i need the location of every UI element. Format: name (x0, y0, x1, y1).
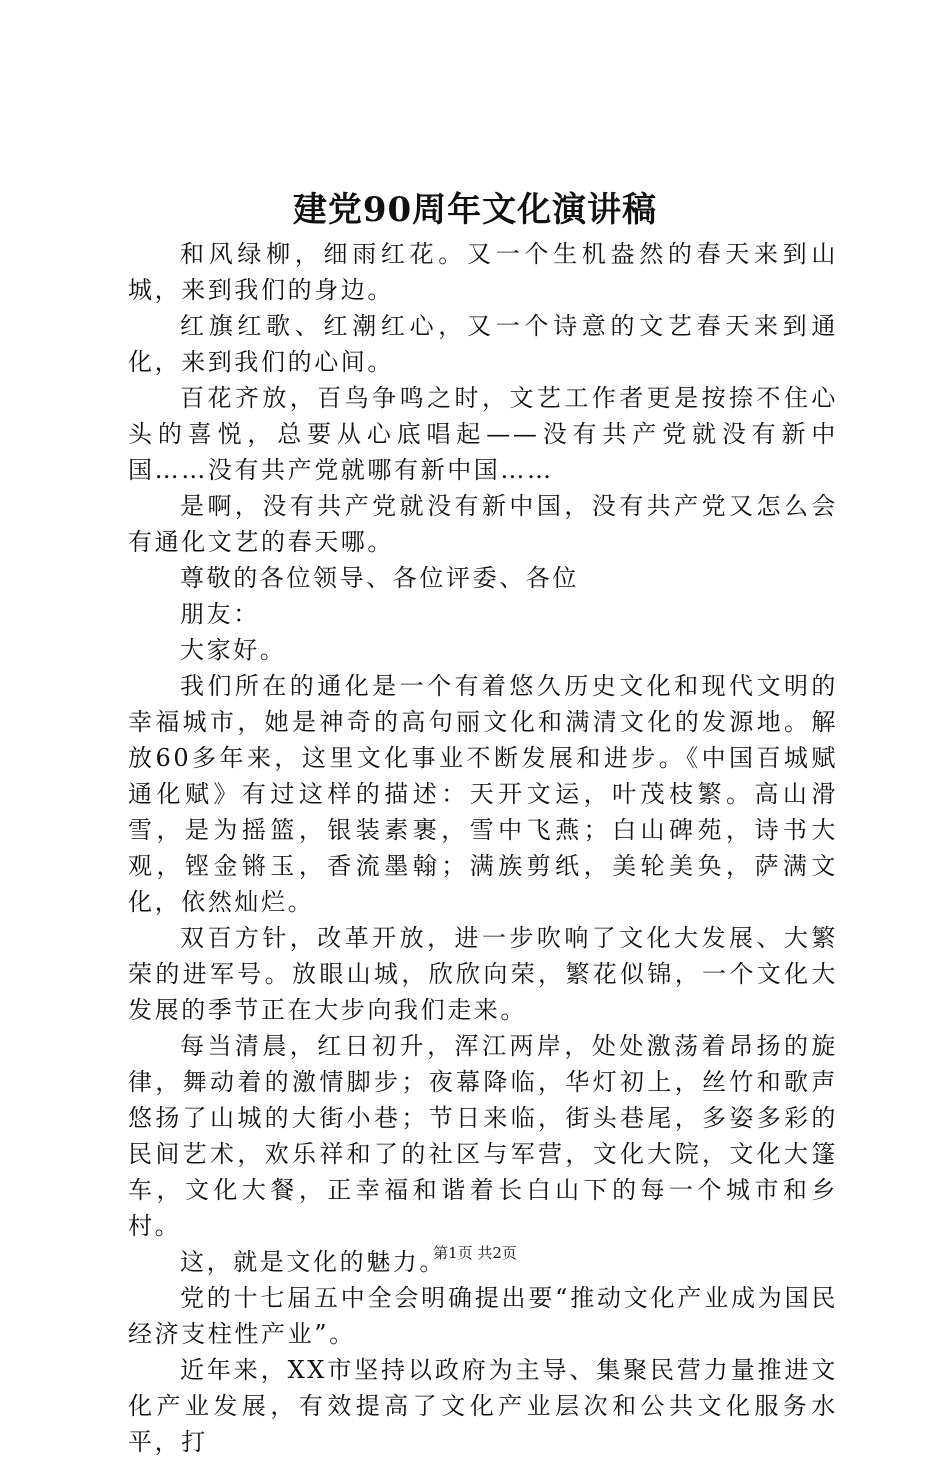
document-body (128, 236, 838, 1460)
document-title: 建党90周年文化演讲稿 (292, 190, 658, 230)
paragraph: 和风绿柳，细雨红花。又一个生机盎然的春天来到山城，来到我们的身边。 (128, 240, 838, 304)
page-footer: 第1页 共2页 (433, 1244, 517, 1262)
paragraph: 是啊，没有共产党就没有新中国，没有共产党又怎么会有通化文艺的春天哪。 (128, 492, 838, 556)
paragraph: 每当清晨，红日初升，浑江两岸，处处激荡着昂扬的旋律，舞动着的激情脚步；夜幕降临，华灯初上，丝竹和歌声悠扬了山城的大街小巷；节日来临，街头巷尾，多姿多彩的民间艺术，欢乐祥和了的社区与军营，文化大院，文化大篷车，文化大餐，正幸福和谐着长白山下的每一个城市和乡村。 (128, 1032, 838, 1240)
paragraph: 这，就是文化的魅力。 (180, 1248, 446, 1276)
paragraph: 尊敬的各位领导、各位评委、各位 (180, 564, 579, 592)
paragraph: 大家好。 (180, 636, 287, 664)
paragraph: 朋友： (180, 600, 260, 628)
paragraph: 红旗红歌、红潮红心，又一个诗意的文艺春天来到通化，来到我们的心间。 (128, 312, 838, 376)
paragraph: 百花齐放，百鸟争鸣之时，文艺工作者更是按捺不住心头的喜悦，总要从心底唱起——没有共产党就没有新中国……没有共产党就哪有新中国…… (128, 384, 838, 484)
paragraph: 双百方针，改革开放，进一步吹响了文化大发展、大繁荣的进军号。放眼山城，欣欣向荣，繁花似锦，一个文化大发展的季节正在大步向我们走来。 (128, 924, 838, 1024)
paragraph: 近年来，XX市坚持以政府为主导、集聚民营力量推进文化产业发展，有效提高了文化产业层次和公共文化服务水平，打 (128, 1356, 838, 1456)
paragraph: 我们所在的通化是一个有着悠久历史文化和现代文明的幸福城市，她是神奇的高句丽文化和满清文化的发源地。解放60多年来，这里文化事业不断发展和进步。《中国百城赋通化赋》有过这样的描述：天开文运，叶茂枝繁。高山滑雪，是为摇篮，银装素裹，雪中飞燕；白山碑苑，诗书大观，铿金锵玉，香流墨翰；满族剪纸，美轮美奂，萨满文化，依然灿烂。 (128, 672, 838, 916)
paragraph: 党的十七届五中全会明确提出要“推动文化产业成为国民经济支柱性产业”。 (128, 1284, 838, 1348)
